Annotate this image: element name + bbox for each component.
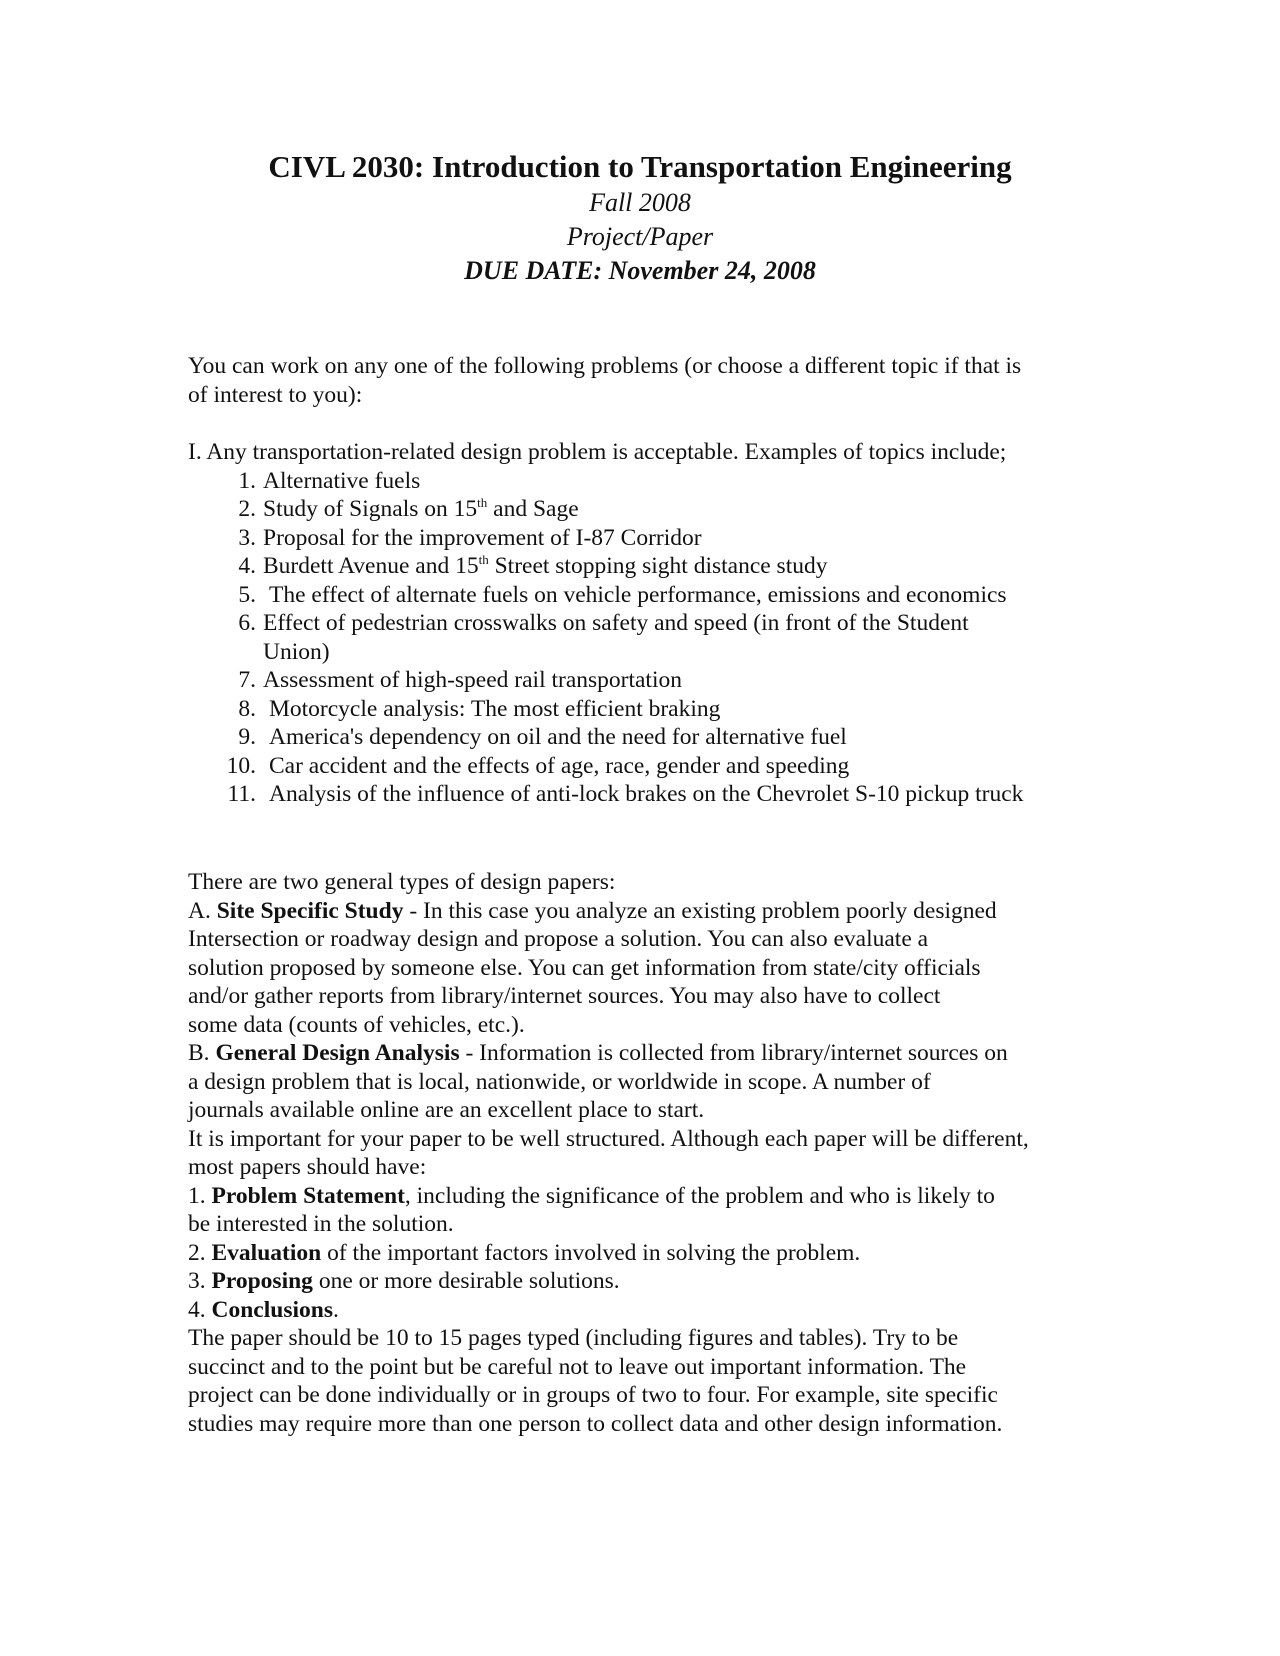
intro-line: of interest to you): — [188, 381, 363, 408]
topic-number: 8. — [238, 695, 256, 722]
topic-number: 2. — [238, 496, 256, 522]
topic-item — [188, 666, 1088, 695]
topics-list — [188, 467, 1088, 809]
option-prefix: A. — [188, 897, 217, 924]
topic-text: Alternative fuels — [263, 467, 421, 494]
topic-text: Proposal for the improvement of I-87 Corridor — [263, 524, 702, 551]
structure-item-text: . — [332, 1296, 339, 1323]
topic-item — [188, 467, 1088, 496]
topic-number: 7. — [238, 667, 256, 693]
site-specific-study-line — [188, 897, 1088, 926]
closing-line: project can be done individually or in groups of two to four. For example, site specific — [188, 1382, 998, 1408]
structure-item — [188, 1182, 1088, 1211]
structure-item — [188, 1239, 1088, 1268]
ordinal-suffix: th — [477, 495, 488, 511]
structure-item-number: 3. — [188, 1268, 212, 1294]
topic-text — [263, 553, 827, 579]
document-header — [0, 148, 1280, 288]
structure-item-number: 1. — [188, 1182, 212, 1209]
topic-item — [188, 723, 1088, 752]
structure-item-number: 2. — [188, 1239, 212, 1266]
topic-number: 9. — [238, 724, 256, 750]
topic-item — [188, 581, 1088, 610]
structure-item-label: Evaluation — [211, 1239, 322, 1266]
topic-number: 4. — [238, 553, 256, 579]
topic-item — [188, 695, 1088, 724]
topic-item — [188, 780, 1088, 809]
topics-heading: I. Any transportation-related design problem is acceptable. Examples of topics include; — [188, 439, 1007, 465]
topic-item — [188, 552, 1088, 581]
topic-text — [263, 496, 579, 522]
term-label: Fall 2008 — [589, 188, 691, 217]
topic-text-continued: Union) — [263, 638, 330, 665]
topic-number: 1. — [238, 467, 256, 494]
structure-item-label: Proposing — [211, 1268, 313, 1294]
topic-text: Car accident and the effects of age, race, gender and speeding — [269, 752, 850, 779]
structure-item-text: one or more desirable solutions. — [312, 1268, 620, 1294]
structure-item-label: Conclusions — [211, 1296, 333, 1323]
site-specific-study-text: and/or gather reports from library/internet sources. You may also have to collect — [188, 983, 941, 1009]
structure-intro: most papers should have: — [188, 1154, 427, 1180]
structure-item-text: be interested in the solution. — [188, 1211, 454, 1237]
topic-number: 6. — [238, 610, 256, 636]
topic-item — [188, 524, 1088, 553]
closing-line: The paper should be 10 to 15 pages typed (including figures and tables). Try to be — [188, 1325, 959, 1351]
topic-text-part: Burdett Avenue and 15 — [263, 553, 479, 579]
intro-paragraph — [188, 352, 1088, 409]
structure-item-text: of the important factors involved in solving the problem. — [321, 1239, 861, 1266]
paper-types-intro: There are two general types of design papers: — [188, 869, 616, 895]
topic-text: Motorcycle analysis: The most efficient braking — [269, 695, 721, 722]
intro-line: You can work on any one of the following problems (or choose a different topic if that is — [188, 353, 1022, 379]
structure-item-number: 4. — [188, 1296, 212, 1323]
due-date: DUE DATE: November 24, 2008 — [464, 256, 816, 285]
topic-text: The effect of alternate fuels on vehicle performance, emissions and economics — [269, 581, 1007, 608]
topic-item — [188, 752, 1088, 781]
topic-text-part: and Sage — [487, 496, 579, 522]
topic-text: Analysis of the influence of anti-lock brakes on the Chevrolet S-10 pickup truck — [269, 781, 1024, 807]
general-design-analysis-text: journals available online are an excellent place to start. — [188, 1097, 705, 1123]
general-design-analysis-label: General Design Analysis — [215, 1040, 460, 1066]
topic-number: 3. — [238, 524, 256, 551]
general-design-analysis-line — [188, 1039, 1088, 1068]
course-title: CIVL 2030: Introduction to Transportation Engineering — [268, 149, 1012, 184]
topic-number: 5. — [238, 581, 256, 608]
closing-line: studies may require more than one person to collect data and other design information. — [188, 1410, 1003, 1437]
topics-section — [188, 438, 1088, 809]
ordinal-suffix: th — [478, 552, 489, 568]
topic-text: Effect of pedestrian crosswalks on safety and speed (in front of the Student — [263, 610, 969, 636]
site-specific-study-text: - In this case you analyze an existing problem poorly designed — [403, 897, 997, 924]
topic-text: Assessment of high-speed rail transportation — [263, 667, 682, 693]
site-specific-study-label: Site Specific Study — [216, 897, 404, 924]
general-design-analysis-text: a design problem that is local, nationwide, or worldwide in scope. A number of — [188, 1068, 931, 1095]
option-prefix: B. — [188, 1040, 216, 1066]
topic-text-part: Street stopping sight distance study — [488, 553, 828, 579]
structure-item-text: , including the significance of the problem and who is likely to — [404, 1182, 995, 1209]
topic-item — [188, 495, 1088, 524]
structure-intro: It is important for your paper to be well structured. Although each paper will be different, — [188, 1125, 1029, 1152]
topic-number: 11. — [227, 781, 256, 807]
site-specific-study-text: solution proposed by someone else. You can get information from state/city officials — [188, 954, 981, 981]
topic-text: America's dependency on oil and the need for alternative fuel — [269, 724, 847, 750]
structure-item — [188, 1267, 1088, 1296]
general-design-analysis-text: - Information is collected from library/internet sources on — [459, 1040, 1008, 1066]
topic-text-part: Study of Signals on 15 — [263, 496, 478, 522]
site-specific-study-text: some data (counts of vehicles, etc.). — [188, 1011, 525, 1038]
site-specific-study-text: Intersection or roadway design and propose a solution. You can also evaluate a — [188, 926, 929, 952]
structure-item — [188, 1296, 1088, 1325]
closing-line: succinct and to the point but be careful not to leave out important information. The — [188, 1353, 967, 1380]
structure-item-label: Problem Statement — [211, 1182, 405, 1209]
paper-types-section — [188, 868, 1088, 1438]
assignment-label: Project/Paper — [566, 222, 714, 251]
topic-number: 10. — [226, 752, 256, 779]
topic-item — [188, 609, 1088, 666]
